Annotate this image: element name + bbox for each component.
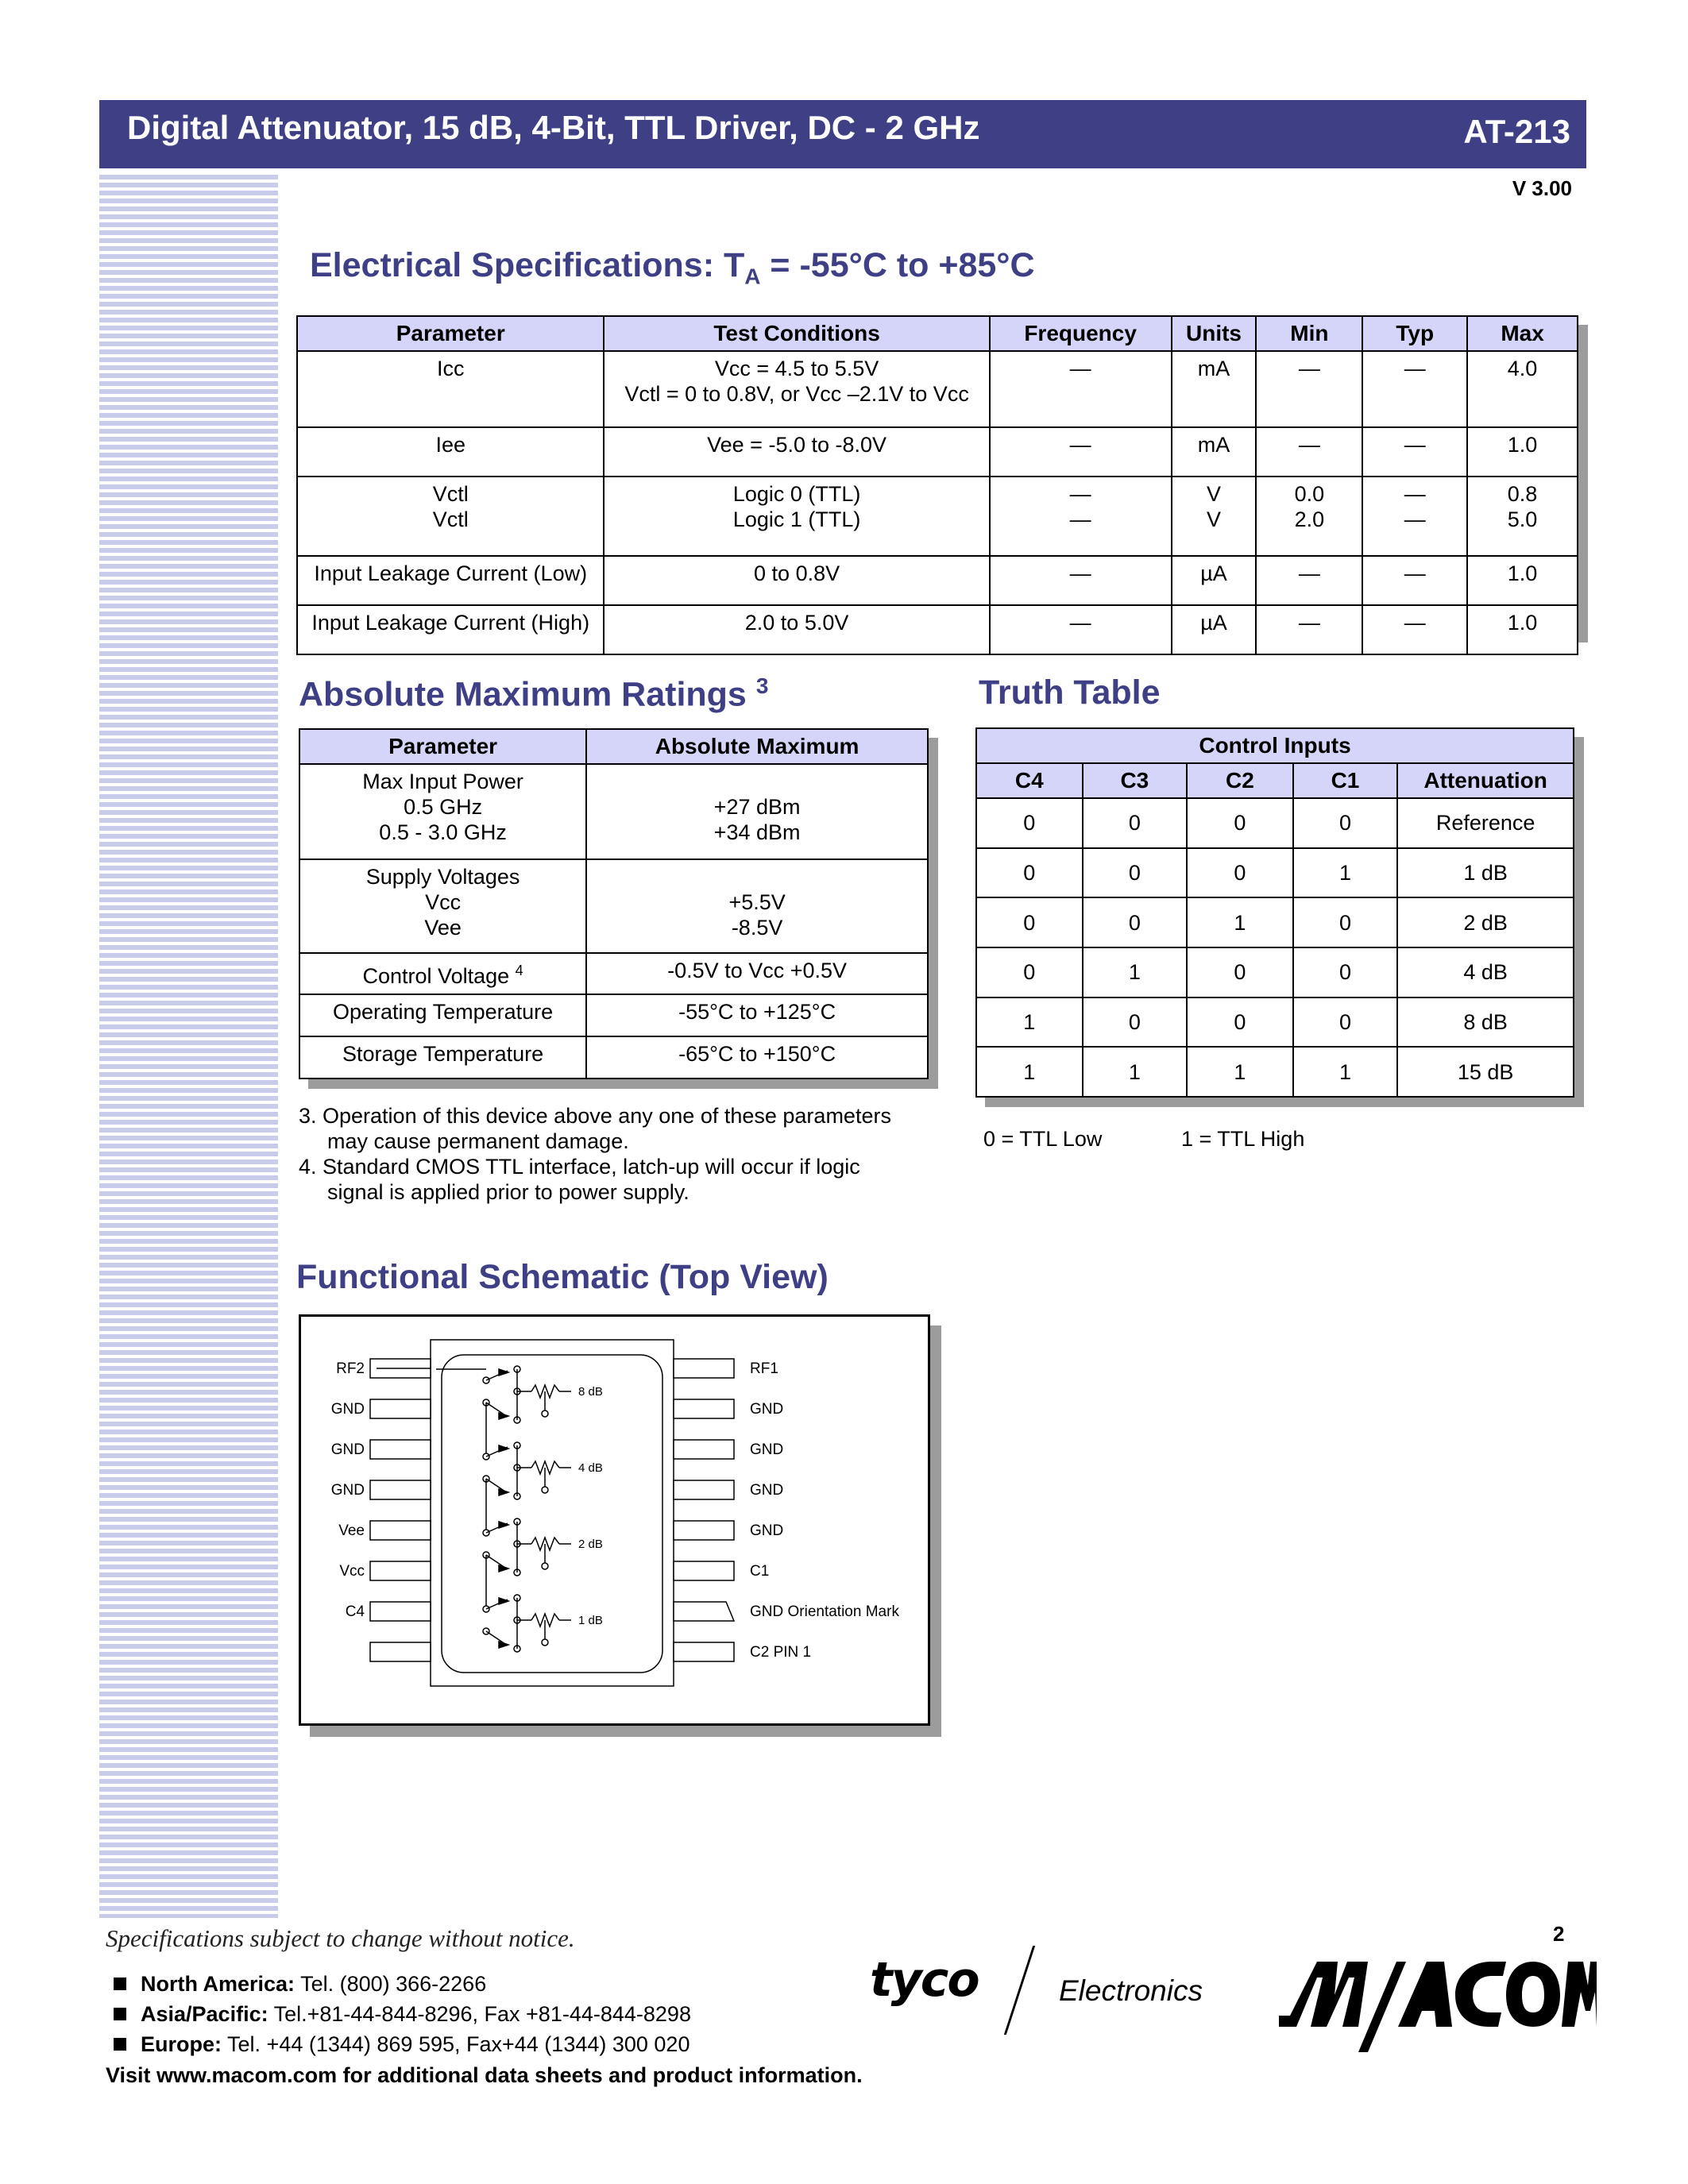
control-inputs-header: Control Inputs <box>976 728 1574 763</box>
elec-header-1: Test Conditions <box>604 316 989 351</box>
elec-cell-cond: Vcc = 4.5 to 5.5V Vctl = 0 to 0.8V, or Vcc –2.1V to Vcc <box>604 351 989 427</box>
truth-cell: 0 <box>1293 897 1398 947</box>
amr-param-text: Control Voltage <box>362 963 510 988</box>
contact-north-america: North America: Tel. (800) 366-2266 <box>114 1972 486 1997</box>
elec-cell-typ: — <box>1362 605 1467 654</box>
elec-row <box>297 351 1578 427</box>
atten-label-1db: 1 dB <box>578 1614 603 1627</box>
page-number: 2 <box>1553 1922 1565 1946</box>
elec-cell-cond: Logic 0 (TTL) Logic 1 (TTL) <box>604 477 989 556</box>
truth-cell: 0 <box>1187 798 1293 848</box>
schematic-diagram <box>301 1317 928 1723</box>
truth-cell: 1 <box>1187 897 1293 947</box>
pin-label-left-4: GND <box>330 1482 365 1499</box>
pin-label-left-1: RF2 <box>336 1360 365 1377</box>
amr-cell-value: -55°C to +125°C <box>586 994 928 1036</box>
truth-cell: 0 <box>1293 997 1398 1048</box>
elec-header-6: Max <box>1467 316 1578 351</box>
elec-cell-param: Iee <box>297 427 604 477</box>
elec-cell-typ: — <box>1362 427 1467 477</box>
amr-param-footnote: 4 <box>515 962 523 978</box>
truth-cell: 0 <box>976 798 1083 848</box>
pin-label-left-6: Vcc <box>339 1563 365 1580</box>
tyco-logo: tyco <box>870 1952 979 2008</box>
truth-cell: 0 <box>1083 997 1188 1048</box>
elec-cell-freq: — <box>990 556 1172 605</box>
amr-param-text: Supply Voltages Vcc Vee <box>365 864 520 940</box>
truth-header-3: C1 <box>1293 763 1398 798</box>
elec-cell-param: Icc <box>297 351 604 427</box>
disclaimer-note: Specifications subject to change without notice. <box>106 1924 575 1952</box>
legend-ttl-low: 0 = TTL Low <box>983 1127 1103 1151</box>
pin-label-left-5: Vee <box>338 1522 365 1539</box>
pin-label-right-6: C1 <box>750 1563 770 1580</box>
truth-cell: 15 dB <box>1397 1047 1574 1097</box>
elec-cell-units: V V <box>1172 477 1257 556</box>
elec-cell-units: mA <box>1172 427 1257 477</box>
pin-label-right-5: GND <box>750 1522 784 1539</box>
amr-cell-param <box>299 1036 586 1078</box>
contact-asia-pacific: Asia/Pacific: Tel.+81-44-844-8296, Fax +81-44-844-8298 <box>114 2002 691 2027</box>
amr-row <box>299 859 928 953</box>
truth-cell: 1 <box>1083 1047 1188 1097</box>
elec-cell-max: 4.0 <box>1467 351 1578 427</box>
elec-cell-min: — <box>1256 427 1362 477</box>
schematic-title: Functional Schematic (Top View) <box>296 1258 829 1296</box>
truth-cell: 4 dB <box>1397 947 1574 997</box>
elec-cell-max: 1.0 <box>1467 556 1578 605</box>
truth-row <box>976 897 1574 947</box>
elec-header-3: Units <box>1172 316 1257 351</box>
elec-row <box>297 605 1578 654</box>
elec-spec-table-wrap <box>296 315 1578 633</box>
amr-row <box>299 994 928 1036</box>
elec-header-4: Min <box>1256 316 1362 351</box>
amr-header-0: Parameter <box>299 729 586 764</box>
truth-cell: 0 <box>1083 848 1188 898</box>
truth-row <box>976 947 1574 997</box>
visit-website-line: Visit www.macom.com for additional data sheets and product information. <box>106 2063 863 2087</box>
truth-cell: 2 dB <box>1397 897 1574 947</box>
decorative-stripes <box>99 175 278 1918</box>
truth-cell: 0 <box>1083 897 1188 947</box>
elec-cell-freq: — — <box>990 477 1172 556</box>
atten-label-2db: 2 dB <box>578 1538 603 1551</box>
truth-cell: 8 dB <box>1397 997 1574 1048</box>
amr-row <box>299 764 928 859</box>
version-label: V 3.00 <box>1512 176 1572 200</box>
elec-cell-typ: — <box>1362 351 1467 427</box>
elec-spec-table <box>296 315 1578 655</box>
legend-ttl-high: 1 = TTL High <box>1181 1127 1305 1151</box>
elec-cell-freq: — <box>990 351 1172 427</box>
elec-cell-param: Input Leakage Current (Low) <box>297 556 604 605</box>
elec-cell-param: Input Leakage Current (High) <box>297 605 604 654</box>
truth-cell: 0 <box>1187 848 1293 898</box>
elec-cell-max: 0.8 5.0 <box>1467 477 1578 556</box>
amr-cell-param <box>299 764 586 859</box>
truth-cell: 1 <box>976 997 1083 1048</box>
pin-label-right-4: GND <box>750 1482 784 1499</box>
amr-cell-value: +5.5V -8.5V <box>586 859 928 953</box>
pin-label-right-7: GND Orientation Mark <box>750 1603 899 1620</box>
elec-cell-min: — <box>1256 351 1362 427</box>
note-4-line-1: 4. Standard CMOS TTL interface, latch-up will occur if logic <box>299 1155 860 1179</box>
note-4-line-2: signal is applied prior to power supply. <box>327 1180 689 1204</box>
elec-row <box>297 556 1578 605</box>
elec-cell-param: Vctl Vctl <box>297 477 604 556</box>
amr-table-wrap <box>299 728 929 1079</box>
truth-header-4: Attenuation <box>1397 763 1574 798</box>
truth-cell: 0 <box>976 947 1083 997</box>
truth-cell: 0 <box>976 848 1083 898</box>
elec-cell-max: 1.0 <box>1467 427 1578 477</box>
amr-param-text: Max Input Power 0.5 GHz 0.5 - 3.0 GHz <box>362 770 523 844</box>
truth-table <box>975 727 1574 1098</box>
document-title: Digital Attenuator, 15 dB, 4-Bit, TTL Driver, DC - 2 GHz <box>127 109 980 146</box>
truth-table-title: Truth Table <box>979 673 1161 712</box>
atten-label-8db: 8 dB <box>578 1385 603 1399</box>
elec-row <box>297 427 1578 477</box>
elec-cell-cond: Vee = -5.0 to -8.0V <box>604 427 989 477</box>
truth-cell: 1 dB <box>1397 848 1574 898</box>
truth-cell: 1 <box>1187 1047 1293 1097</box>
elec-cell-typ: — <box>1362 556 1467 605</box>
pin-label-right-2: GND <box>750 1401 784 1418</box>
elec-cell-units: µA <box>1172 556 1257 605</box>
truth-cell: 0 <box>976 897 1083 947</box>
tyco-electronics-text: Electronics <box>1059 1974 1203 2007</box>
truth-cell: 0 <box>1293 798 1398 848</box>
amr-row <box>299 953 928 995</box>
truth-cell: 0 <box>1293 947 1398 997</box>
amr-row <box>299 1036 928 1078</box>
amr-cell-value: +27 dBm +34 dBm <box>586 764 928 859</box>
truth-cell: 0 <box>1187 947 1293 997</box>
elec-cell-max: 1.0 <box>1467 605 1578 654</box>
pin-label-left-7: C4 <box>345 1603 365 1620</box>
amr-cell-value: -0.5V to Vcc +0.5V <box>586 953 928 995</box>
truth-table-wrap <box>975 727 1574 1098</box>
pin-label-left-3: GND <box>330 1441 365 1458</box>
macom-logo <box>1279 1954 1597 2057</box>
truth-row <box>976 848 1574 898</box>
elec-cell-freq: — <box>990 427 1172 477</box>
elec-spec-title: Electrical Specifications: $T_A = -55^\circ C$ to +85°C <box>310 246 1035 289</box>
amr-param-text: Storage Temperature <box>342 1042 544 1067</box>
amr-cell-value: -65°C to +150°C <box>586 1036 928 1078</box>
elec-cell-cond: 0 to 0.8V <box>604 556 989 605</box>
elec-cell-units: mA <box>1172 351 1257 427</box>
elec-cell-typ: — — <box>1362 477 1467 556</box>
truth-cell: Reference <box>1397 798 1574 848</box>
amr-cell-param <box>299 953 586 995</box>
amr-param-text: Operating Temperature <box>333 1000 554 1024</box>
elec-header-5: Typ <box>1362 316 1467 351</box>
truth-header-0: C4 <box>976 763 1083 798</box>
tyco-logo-slash <box>1004 1946 1035 2035</box>
truth-row <box>976 1047 1574 1097</box>
pin-label-right-3: GND <box>750 1441 784 1458</box>
elec-cell-cond: 2.0 to 5.0V <box>604 605 989 654</box>
pin-label-left-2: GND <box>330 1401 365 1418</box>
elec-cell-min: — <box>1256 556 1362 605</box>
truth-cell: 1 <box>976 1047 1083 1097</box>
schematic-figure <box>299 1314 930 1726</box>
truth-cell: 1 <box>1293 1047 1398 1097</box>
truth-header-2: C2 <box>1187 763 1293 798</box>
pin-label-right-1: RF1 <box>750 1360 778 1377</box>
truth-cell: 1 <box>1293 848 1398 898</box>
truth-row <box>976 997 1574 1048</box>
truth-row <box>976 798 1574 848</box>
elec-header-0: Parameter <box>297 316 604 351</box>
amr-header-1: Absolute Maximum <box>586 729 928 764</box>
note-3-line-2: may cause permanent damage. <box>327 1129 629 1153</box>
atten-label-4db: 4 dB <box>578 1461 603 1475</box>
part-number: AT-213 <box>1463 113 1570 150</box>
amr-title: Absolute Maximum Ratings $^3$ <box>299 673 769 714</box>
elec-row <box>297 477 1578 556</box>
truth-cell: 0 <box>1187 997 1293 1048</box>
elec-cell-min: — <box>1256 605 1362 654</box>
amr-cell-param <box>299 859 586 953</box>
truth-cell: 1 <box>1083 947 1188 997</box>
elec-cell-freq: — <box>990 605 1172 654</box>
elec-cell-min: 0.0 2.0 <box>1256 477 1362 556</box>
note-3-line-1: 3. Operation of this device above any one of these parameters <box>299 1104 891 1128</box>
contact-europe: Europe: Tel. +44 (1344) 869 595, Fax+44 (1344) 300 020 <box>114 2032 689 2057</box>
elec-cell-units: µA <box>1172 605 1257 654</box>
amr-table <box>299 728 929 1079</box>
amr-cell-param <box>299 994 586 1036</box>
pin-label-right-8: C2 PIN 1 <box>750 1644 812 1661</box>
truth-header-1: C3 <box>1083 763 1188 798</box>
truth-cell: 0 <box>1083 798 1188 848</box>
elec-header-2: Frequency <box>990 316 1172 351</box>
